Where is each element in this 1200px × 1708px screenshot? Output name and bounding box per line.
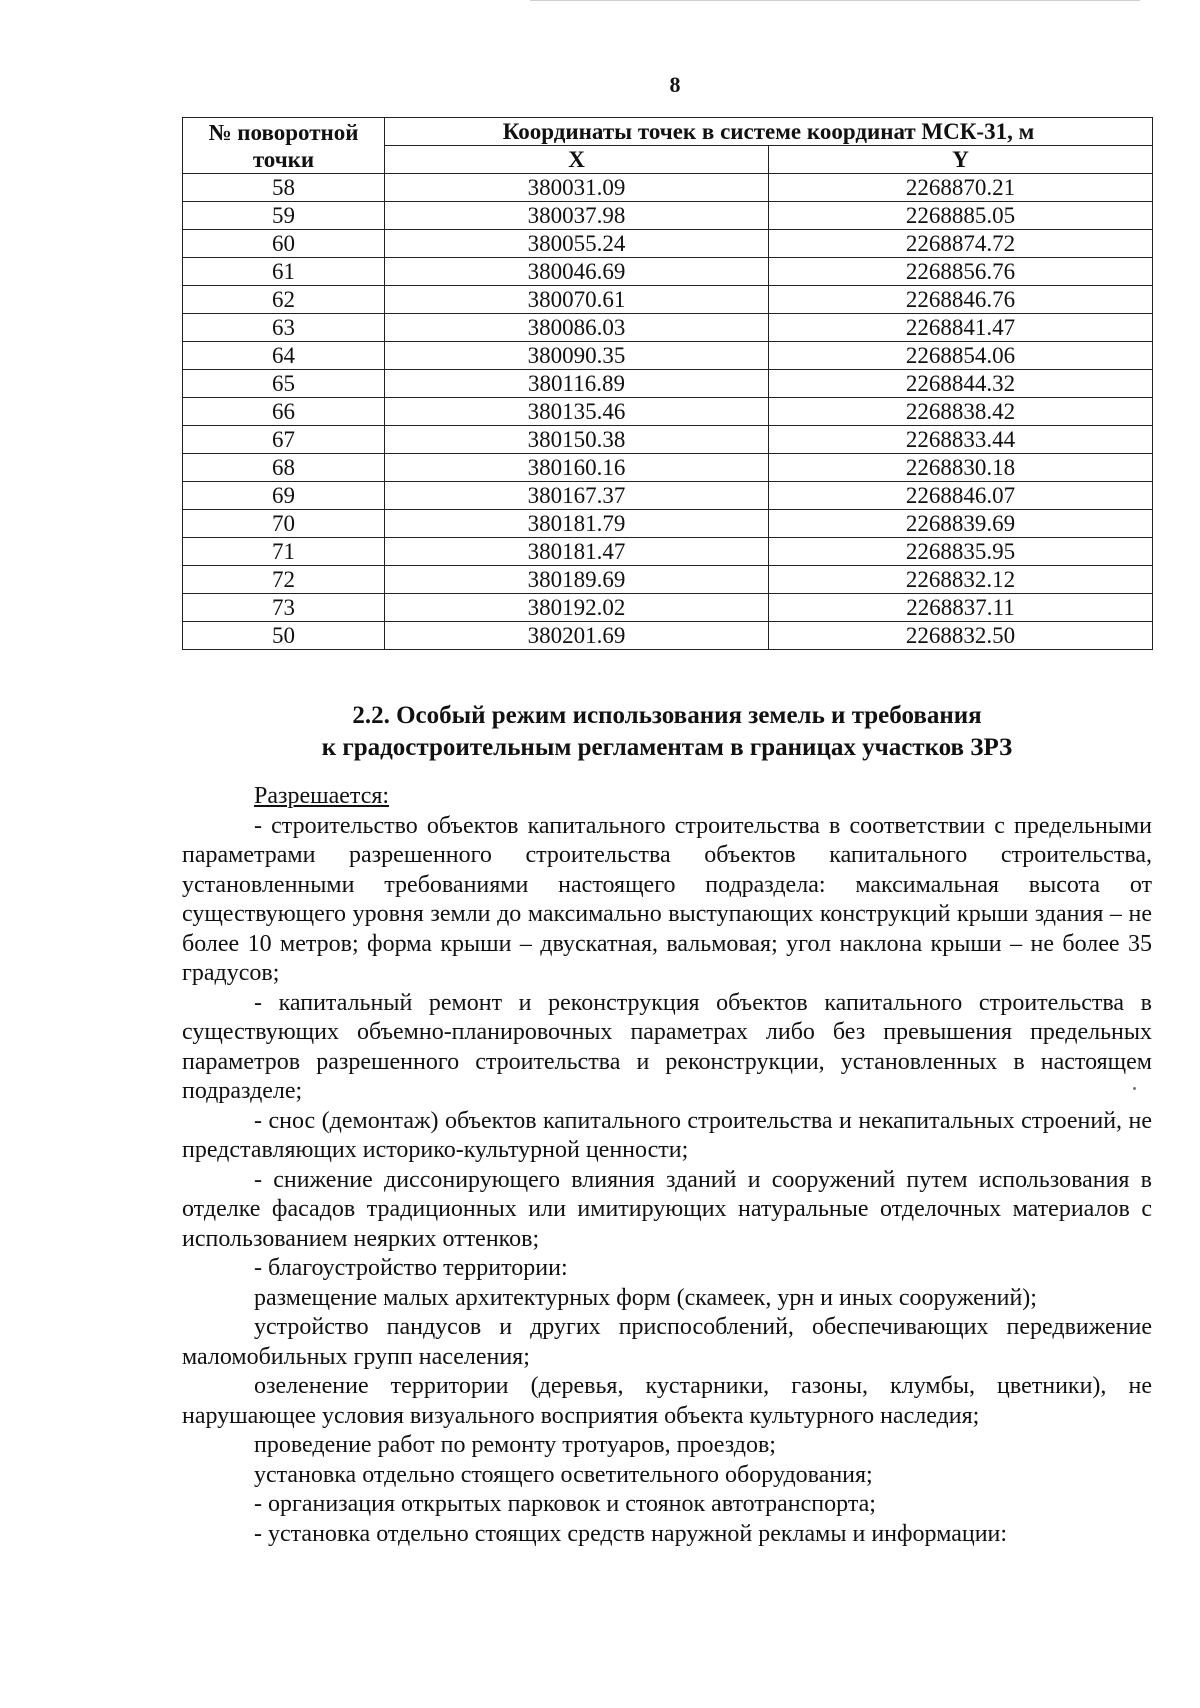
y-coordinate-cell: 2268844.32: [769, 370, 1153, 398]
table-row: [183, 454, 1153, 482]
y-coordinate-cell: 2268838.42: [769, 398, 1153, 426]
table-row: [183, 594, 1153, 622]
paragraph: - капитальный ремонт и реконструкция объектов капитального строительства в существующих объемно-планировочных параметрах либо без превышения предельных параметров разрешенного строительства и реконструкции, установленных в настоящем подразделе;: [182, 989, 1152, 1104]
x-coordinate-cell: 380201.69: [385, 622, 769, 650]
y-coordinate-cell: 2268870.21: [769, 174, 1153, 202]
paragraph: проведение работ по ремонту тротуаров, проездов;: [254, 1432, 776, 1458]
x-coordinate-cell: 380167.37: [385, 482, 769, 510]
table-row: [183, 510, 1153, 538]
paragraph: устройство пандусов и других приспособлений, обеспечивающих передвижение маломобильных групп населения;: [182, 1314, 1152, 1370]
paragraph: озеленение территории (деревья, кустарники, газоны, клумбы, цветники), не нарушающее условия визуального восприятия объекта культурного наследия;: [182, 1373, 1152, 1429]
table-row: [183, 566, 1153, 594]
section-title-line-1: 2.2. Особый режим использования земель и требования: [352, 702, 982, 729]
header-point-number: № поворотной точки: [183, 118, 385, 174]
point-number-cell: 73: [183, 594, 385, 622]
section-title-line-2: к градостроительным регламентам в границах участков ЗРЗ: [321, 734, 1013, 761]
y-coordinate-cell: 2268846.07: [769, 482, 1153, 510]
y-coordinate-cell: 2268833.44: [769, 426, 1153, 454]
x-coordinate-cell: 380189.69: [385, 566, 769, 594]
x-coordinate-cell: 380150.38: [385, 426, 769, 454]
x-coordinate-cell: 380181.47: [385, 538, 769, 566]
coordinates-table: [182, 117, 1153, 650]
x-coordinate-cell: 380160.16: [385, 454, 769, 482]
point-number-cell: 66: [183, 398, 385, 426]
y-coordinate-cell: 2268856.76: [769, 258, 1153, 286]
x-coordinate-cell: 380055.24: [385, 230, 769, 258]
scan-edge-line: [530, 0, 1140, 1]
x-coordinate-cell: 380181.79: [385, 510, 769, 538]
y-coordinate-cell: 2268846.76: [769, 286, 1153, 314]
table-row: [183, 622, 1153, 650]
point-number-cell: 60: [183, 230, 385, 258]
table-row: [183, 230, 1153, 258]
point-number-cell: 70: [183, 510, 385, 538]
point-number-cell: 71: [183, 538, 385, 566]
y-coordinate-cell: 2268841.47: [769, 314, 1153, 342]
point-number-cell: 69: [183, 482, 385, 510]
y-coordinate-cell: 2268830.18: [769, 454, 1153, 482]
table-row: [183, 370, 1153, 398]
point-number-cell: 61: [183, 258, 385, 286]
paragraph: размещение малых архитектурных форм (скамеек, урн и иных сооружений);: [254, 1284, 1037, 1311]
y-coordinate-cell: 2268854.06: [769, 342, 1153, 370]
x-coordinate-cell: 380090.35: [385, 342, 769, 370]
point-number-cell: 72: [183, 566, 385, 594]
x-coordinate-cell: 380135.46: [385, 398, 769, 426]
x-coordinate-cell: 380086.03: [385, 314, 769, 342]
table-row: [183, 286, 1153, 314]
header-coordinates: Координаты точек в системе координат МСК-31, м: [385, 118, 1153, 146]
x-coordinate-cell: 380116.89: [385, 370, 769, 398]
point-number-cell: 67: [183, 426, 385, 454]
y-coordinate-cell: 2268832.12: [769, 566, 1153, 594]
paragraph-list: [182, 812, 1152, 1550]
paragraph: - строительство объектов капитального строительства в соответствии с предельными параметрами разрешенного строительства объектов капитального строительства, установленными требованиями настоящего подраздела: максимальная высота от существующего уровня земли до максимально выступающих конструкций крыши здания – не более 10 метров; форма крыши – двускатная, вальмовая; угол наклона крыши – не более 35 градусов;: [182, 812, 1152, 986]
paragraph: - организация открытых парковок и стоянок автотранспорта;: [254, 1491, 876, 1517]
x-coordinate-cell: 380192.02: [385, 594, 769, 622]
table-row: [183, 202, 1153, 230]
point-number-cell: 59: [183, 202, 385, 230]
paragraph: - снос (демонтаж) объектов капитального строительства и некапитальных строений, не представляющих историко-культурной ценности;: [182, 1107, 1152, 1163]
page-number: 8: [669, 72, 681, 97]
table-row: [183, 342, 1153, 370]
y-coordinate-cell: 2268837.11: [769, 594, 1153, 622]
header-x: X: [385, 146, 769, 174]
point-number-cell: 63: [183, 314, 385, 342]
paragraph: - благоустройство территории:: [254, 1255, 568, 1281]
table-row: [183, 174, 1153, 202]
point-number-cell: 50: [183, 622, 385, 650]
x-coordinate-cell: 380031.09: [385, 174, 769, 202]
header-y: Y: [769, 146, 1153, 174]
table-row: [183, 258, 1153, 286]
y-coordinate-cell: 2268874.72: [769, 230, 1153, 258]
point-number-cell: 64: [183, 342, 385, 370]
section-2-2: [182, 700, 1152, 1549]
y-coordinate-cell: 2268885.05: [769, 202, 1153, 230]
x-coordinate-cell: 380037.98: [385, 202, 769, 230]
point-number-cell: 62: [183, 286, 385, 314]
paragraph: - установка отдельно стоящих средств наружной рекламы и информации:: [254, 1520, 1008, 1547]
x-coordinate-cell: 380070.61: [385, 286, 769, 314]
table-row: [183, 538, 1153, 566]
y-coordinate-cell: 2268835.95: [769, 538, 1153, 566]
point-number-cell: 68: [183, 454, 385, 482]
allowed-label: Разрешается:: [254, 783, 390, 809]
table-row: [183, 426, 1153, 454]
table-row: [183, 314, 1153, 342]
x-coordinate-cell: 380046.69: [385, 258, 769, 286]
point-number-cell: 58: [183, 174, 385, 202]
section-title: [182, 700, 1152, 764]
scan-speck: [1133, 1087, 1136, 1090]
paragraph: установка отдельно стоящего осветительного оборудования;: [254, 1461, 873, 1488]
table-row: [183, 398, 1153, 426]
y-coordinate-cell: 2268832.50: [769, 622, 1153, 650]
paragraph: - снижение диссонирующего влияния зданий и сооружений путем использования в отделке фасадов традиционных или имитирующих натуральные отделочных материалов с использованием неярких оттенков;: [182, 1166, 1152, 1252]
y-coordinate-cell: 2268839.69: [769, 510, 1153, 538]
point-number-cell: 65: [183, 370, 385, 398]
table-row: [183, 482, 1153, 510]
